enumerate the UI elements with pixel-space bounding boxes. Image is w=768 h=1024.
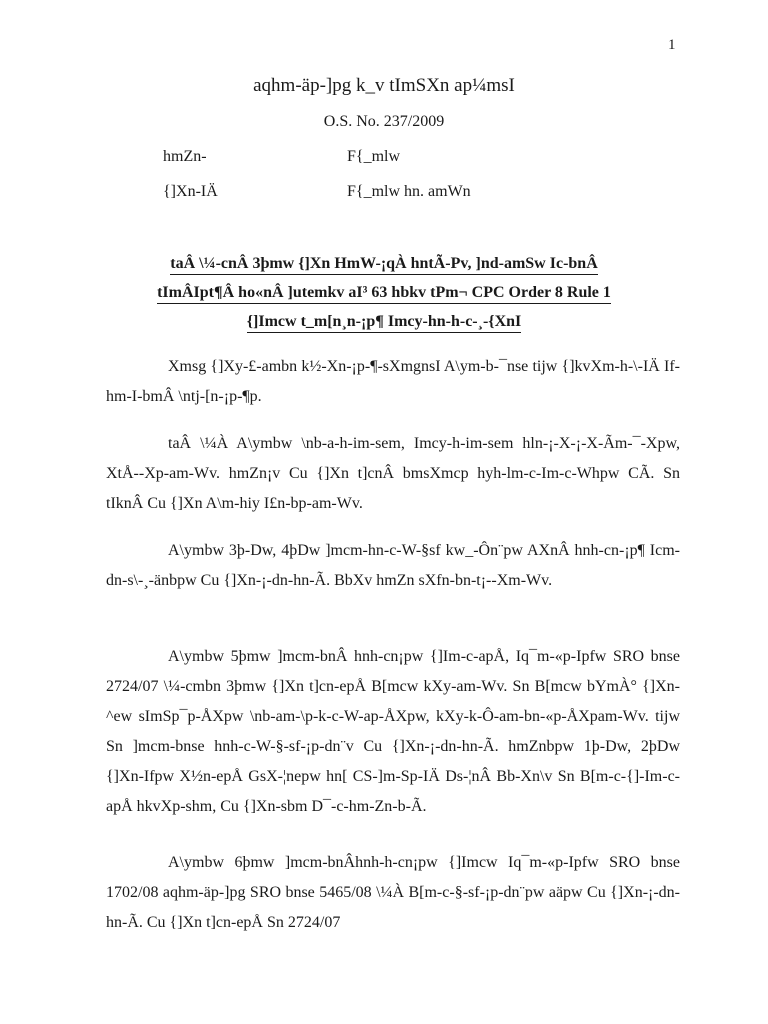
party-name: F{_mlw hn. amWn	[347, 183, 471, 200]
document-title: aqhm-äp-]pg k_v tImSXn ap¼msI	[253, 75, 515, 96]
party-row-plaintiff	[163, 148, 400, 166]
party-name: F{_mlw	[347, 148, 401, 165]
party-role: {]Xn-IÄ	[163, 183, 218, 200]
party-role: hmZn-	[163, 148, 207, 165]
paragraph: A\ymbw 5þmw ]mcm-bnÂ hnh-cn¡pw {]Im-c-apÅ, Iq¯m-«p-Ipfw SRO bnse 2724/07 \¼-cmbn 3þmw {]Xn t]cn-epÅ B[mcw kXy-am-Wv. Sn B[mcw bYmÀ° {]Xn-^ew sImSp¯p-ÅXpw \nb-am-\p-k-c-W-ap-ÅXpw, kXy-k-Ô-am-bn-«p-ÅXpam-Wv. tijw Sn ]mcm-bnse hnh-c-W-§-sf-¡p-dn¨v Cu {]Xn-¡-dn-hn-Ã. hmZnbpw 1þ-Dw, 2þDw {]Xn-Ifpw X½n-epÅ GsX-¦nepw hn[ CS-]m-Sp-IÄ Ds-¦nÂ Bb-Xn\v Sn B[m-c-{]-Im-c-apÅ hkvXp-shm, Cu {]Xn-sbm D¯-c-hm-Zn-b-Ã.	[106, 648, 680, 815]
heading-line: tImÂIpt¶Â ho«nÂ ]utemkv aI³ 63 hbkv tPm¬ CPC Order 8 Rule 1	[157, 283, 611, 304]
paragraph: A\ymbw 6þmw ]mcm-bnÂhnh-h-cn¡pw {]Imcw Iq¯m-«p-Ipfw SRO bnse 1702/08 aqhm-äp-]pg SRO bnse 5465/08 \¼À B[m-c-§-sf-¡p-dn¨pw aäpw Cu {]Xn-¡-dn-hn-Ã. Cu {]Xn t]cn-epÅ Sn 2724/07	[106, 854, 680, 931]
paragraph: Xmsg {]Xy-£-ambn k½-Xn-¡p-¶-sXmgnsI A\ym-b-¯nse tijw {]kvXm-h-\-IÄ If-hm-I-bmÂ \ntj-[n-¡p-¶p.	[106, 358, 680, 405]
paragraph: A\ymbw 3þ-Dw, 4þDw ]mcm-hn-c-W-§sf kw_-Ôn¨pw AXnÂ hnh-cn-¡p¶ Icm-dn-s\-¸-änbpw Cu {]Xn-¡-dn-hn-Ã. BbXv hmZn sXfn-bn-t¡--Xm-Wv.	[106, 542, 680, 589]
case-number: O.S. No. 237/2009	[323, 113, 445, 130]
section-heading	[0, 250, 768, 337]
paragraph: taÂ \¼À A\ymbw \nb-a-h-im-sem, Imcy-h-im-sem hln-¡-X-¡-X-Ãm-¯-Xpw, XtÅ--Xp-am-Wv. hmZn¡v Cu {]Xn t]cnÂ bmsXmcp hyh-lm-c-Im-c-Whpw CÃ. Sn tIknÂ Cu {]Xn A\m-hiy I£n-bp-am-Wv.	[106, 435, 680, 512]
heading-line: {]Imcw t_m[n¸n-¡p¶ Imcy-hn-h-c-¸-{XnI	[247, 312, 522, 333]
heading-line: taÂ \¼-cnÂ 3þmw {]Xn HmW-¡qÀ hntÃ-Pv, ]nd-amSw Ic-bnÂ	[170, 254, 598, 275]
page-number: 1	[668, 37, 676, 53]
party-row-defendant	[163, 183, 471, 201]
